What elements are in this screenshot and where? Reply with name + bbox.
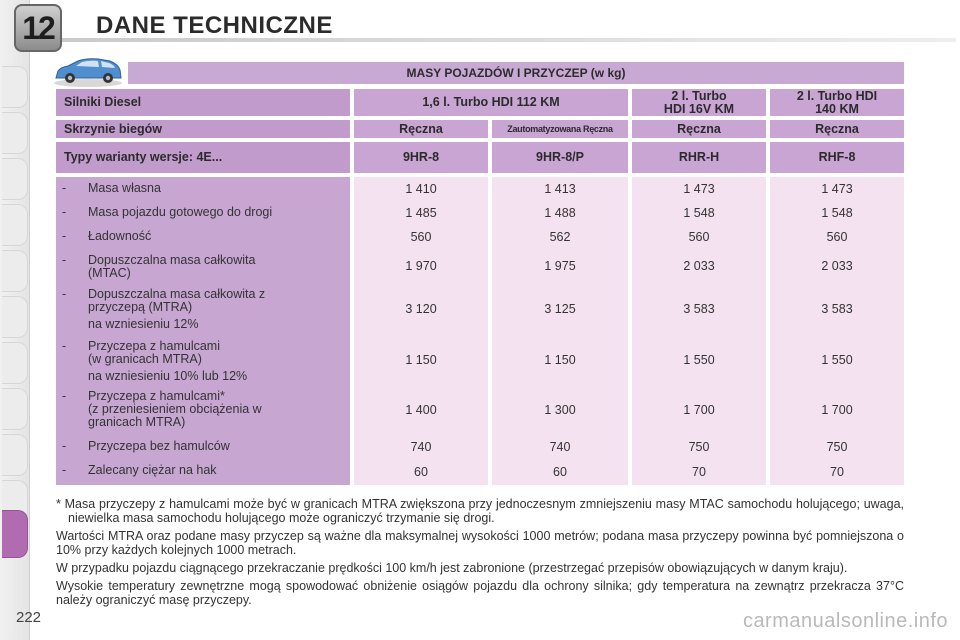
- table-cell: 60: [414, 464, 428, 479]
- table-cell: 70: [830, 464, 844, 479]
- header-row-engines: [56, 89, 904, 116]
- table-cell: 1 700: [683, 402, 715, 417]
- chapter-number-badge: 12: [14, 4, 62, 52]
- header-cell: 9HR-8: [354, 142, 488, 173]
- table-caption: MASY POJAZDÓW I PRZYCZEP (w kg): [128, 62, 904, 84]
- chapter-tab[interactable]: [2, 388, 28, 430]
- header-cell-text: 2 l. Turbo HDI 16V KM: [663, 88, 735, 116]
- page-header: [0, 0, 960, 54]
- table-cell: 1 485: [405, 205, 437, 220]
- table-cell: 3 125: [544, 301, 576, 316]
- table-cell: 1 550: [821, 352, 853, 367]
- table-row-label: - Zalecany ciężar na hak: [62, 463, 217, 477]
- header-row-gearbox: [56, 120, 904, 138]
- table-cell: 1 473: [821, 181, 853, 196]
- header-label: Skrzynie biegów: [56, 120, 350, 138]
- chapter-tab[interactable]: [2, 434, 28, 476]
- table-cell: 750: [826, 439, 848, 454]
- table-cell: 1 300: [544, 402, 576, 417]
- header-cell: RHF-8: [770, 142, 904, 173]
- note-paragraph: W przypadku pojazdu ciągnącego przekraczanie prędkości 100 km/h jest zabronione (przestrzegać przepisów obowiązujących w danym kraju).: [56, 561, 848, 575]
- table-body: [56, 177, 904, 485]
- table-cell: 60: [553, 464, 567, 479]
- table-cell: 1 150: [405, 352, 437, 367]
- table-cell: 1 473: [683, 181, 715, 196]
- table-row-label: - Ładowność: [62, 229, 152, 243]
- header-cell: 1,6 l. Turbo HDI 112 KM: [354, 89, 628, 116]
- table-cell: 562: [549, 229, 571, 244]
- table-cell: 1 970: [405, 258, 437, 273]
- table-cell: 1 548: [821, 205, 853, 220]
- header-cell-text: 2 l. Turbo HDI 140 KM: [796, 88, 878, 116]
- table-cell: 2 033: [683, 258, 715, 273]
- car-icon: [52, 57, 124, 87]
- table-cell: 1 150: [544, 352, 576, 367]
- table-cell: 560: [826, 229, 848, 244]
- chapter-tab[interactable]: [2, 112, 28, 154]
- header-cell: Zautomatyzowana Ręczna: [492, 120, 628, 138]
- header-cell: Ręczna: [632, 120, 766, 138]
- header-cell: RHR-H: [632, 142, 766, 173]
- table-row-label: - Masa pojazdu gotowego do drogi: [62, 205, 273, 219]
- table-cell: 70: [692, 464, 706, 479]
- watermark: carmanualsonline.info: [742, 610, 948, 632]
- table-cell: 1 548: [683, 205, 715, 220]
- table-cell: 1 550: [683, 352, 715, 367]
- table-cell: 2 033: [821, 258, 853, 273]
- row-labels: [56, 177, 350, 485]
- table-cell: 3 583: [683, 301, 715, 316]
- chapter-tab[interactable]: [2, 158, 28, 200]
- chapter-tab[interactable]: [2, 204, 28, 246]
- table-cell: 1 488: [544, 205, 576, 220]
- table-cell: 1 410: [405, 181, 437, 196]
- header-row-types: [56, 142, 904, 173]
- header-label-text: Typy warianty wersje: 4E...: [64, 150, 223, 164]
- note-paragraph: Wysokie temperatury zewnętrzne mogą spowodować obniżenie osiągów pojazdu dla ochrony silnika; gdy temperatura na zewnątrz przekracza 37°C należy ograniczyć masę przyczepy.: [56, 579, 904, 607]
- header-cell: [632, 89, 766, 116]
- values-column-9hr8: [354, 177, 488, 485]
- header-cell: Ręczna: [770, 120, 904, 138]
- header-cell: [770, 89, 904, 116]
- table-cell: 1 400: [405, 402, 437, 417]
- header-cell: Ręczna: [354, 120, 488, 138]
- values-column-rhrh: [632, 177, 766, 485]
- table-row-label: - Dopuszczalna masa całkowita z przyczepą (MTRA) na wzniesieniu 12%: [62, 287, 266, 331]
- table-cell: 560: [410, 229, 432, 244]
- table-cell: 1 975: [544, 258, 576, 273]
- page-title: DANE TECHNICZNE: [96, 12, 333, 39]
- table-cell: 560: [688, 229, 710, 244]
- chapter-tab-active[interactable]: [2, 510, 28, 558]
- chapter-tab[interactable]: [2, 66, 28, 108]
- footnote-star: * Masa przyczepy z hamulcami może być w granicach MTRA zwiększona przy jednoczesnym zmniejszeniu masy MTAC samochodu holującego; uwaga, niewielka masa samochodu holującego może ograniczyć trzymanie się drogi.: [56, 497, 904, 525]
- chapter-tab[interactable]: [2, 342, 28, 384]
- values-column-rhf8: [770, 177, 904, 485]
- note-paragraph: Wartości MTRA oraz podane masy przyczep są ważne dla maksymalnej wysokości 1000 metrów; podana masa przyczepy powinna być pomniejszona o 10% przy każdych kolejnych 1000 metrach.: [56, 529, 904, 557]
- table-row-label: - Przyczepa z hamulcami* (z przeniesieniem obciążenia w granicach MTRA): [62, 389, 262, 429]
- footnotes: [56, 497, 904, 611]
- table-row-label: - Przyczepa bez hamulców: [62, 439, 230, 453]
- table-cell: 1 413: [544, 181, 576, 196]
- page-number: 222: [16, 609, 42, 626]
- table-cell: 1 700: [821, 402, 853, 417]
- table-cell: 740: [410, 439, 432, 454]
- values-column-9hr8p: [492, 177, 628, 485]
- table-cell: 740: [549, 439, 571, 454]
- chapter-tab[interactable]: [2, 250, 28, 292]
- table-row-label: - Dopuszczalna masa całkowita (MTAC): [62, 253, 256, 280]
- table-cell: 750: [688, 439, 710, 454]
- table-row-label: - Przyczepa z hamulcami (w granicach MTRA) na wzniesieniu 10% lub 12%: [62, 339, 248, 383]
- chapter-tab[interactable]: [2, 296, 28, 338]
- header-label: [56, 142, 350, 173]
- header-label: Silniki Diesel: [56, 89, 350, 116]
- table-grid: [56, 89, 904, 485]
- header-cell: 9HR-8/P: [492, 142, 628, 173]
- table-cell: 3 583: [821, 301, 853, 316]
- table-cell: 3 120: [405, 301, 437, 316]
- chapter-tab-strip: [0, 0, 30, 640]
- table-row-label: - Masa własna: [62, 181, 161, 195]
